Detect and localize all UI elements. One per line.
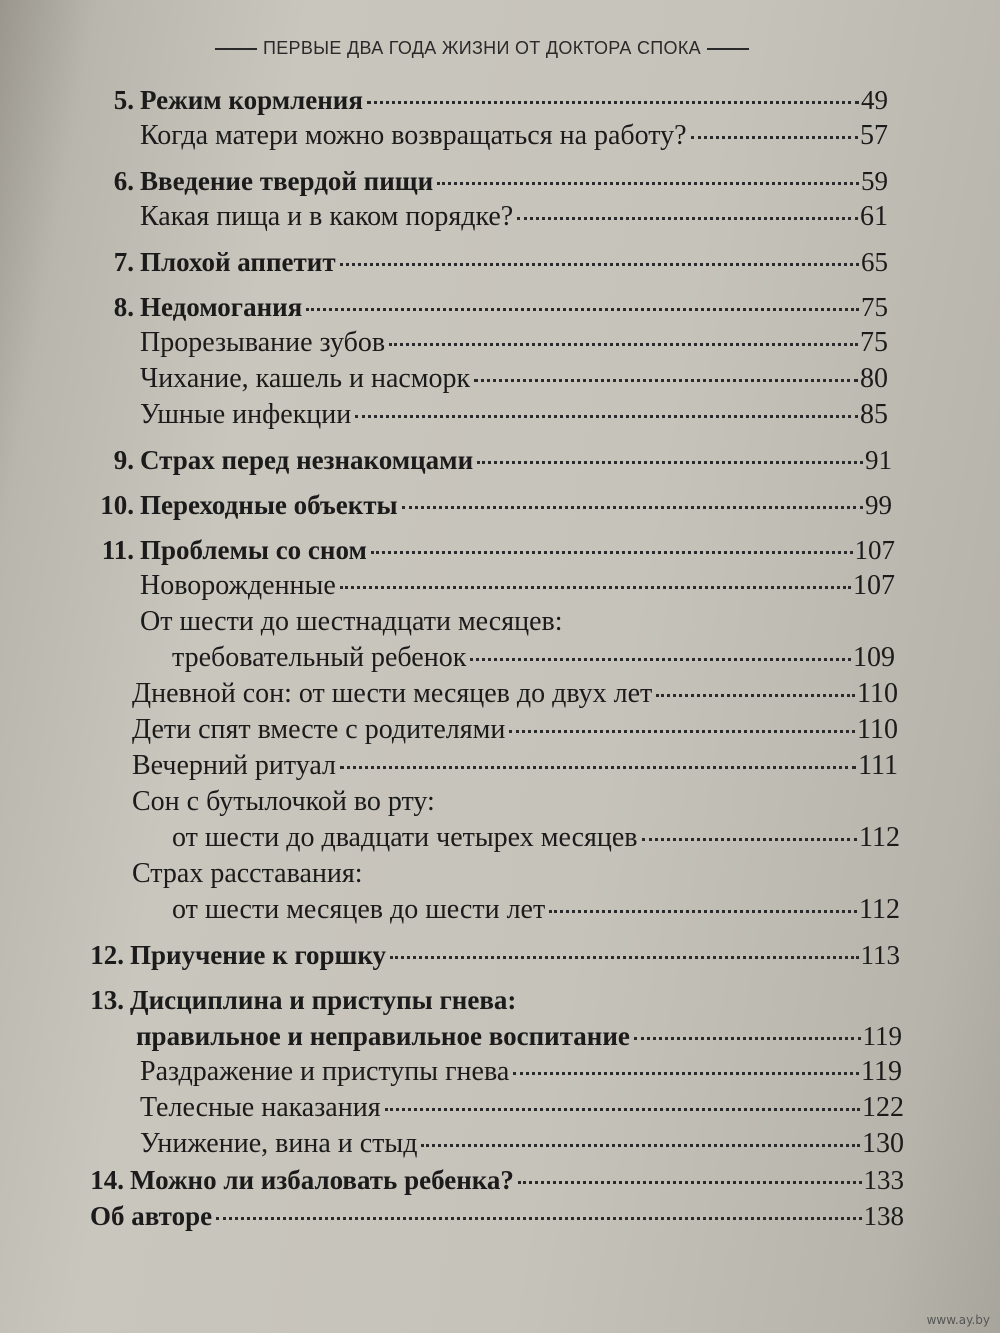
page-number: 111 [858,750,898,781]
section-title: Какая пища и в каком порядке? [140,201,514,232]
chapter-number: 5. [113,85,134,115]
toc-entry-chapter-13-line1 [0,982,1000,1018]
chapter-number: 12. [90,940,124,970]
page-number: 91 [865,445,892,475]
page-number: 107 [853,570,895,601]
section-title: Ушные инфекции [140,399,352,430]
toc-entry-chapter-13-line2 [0,1018,1000,1054]
section-title-continued: требовательный ребенок [172,642,467,673]
leader-dots [437,182,859,185]
chapter-title: Страх перед незнакомцами [140,445,474,475]
leader-dots [656,694,855,697]
chapter-title: Приучение к горшку [130,940,387,970]
chapter-title: Можно ли избаловать ребенка? [130,1165,514,1195]
page-number: 130 [862,1128,904,1159]
page-number: 61 [860,201,888,232]
leader-dots [367,101,859,104]
toc-entry-section [0,676,1000,712]
toc-entry-section [0,361,1000,397]
toc-entry-section-line1 [0,604,1000,640]
section-title: От шести до шестнадцати месяцев: [140,606,563,637]
page-number: 119 [862,1021,902,1051]
leader-dots [389,343,858,346]
section-title: Унижение, вина и стыд [140,1128,418,1159]
toc-entry-section [0,325,1000,361]
page-number: 109 [853,642,895,673]
leader-dots [518,1181,862,1184]
leader-dots [477,461,863,464]
chapter-title: Недомогания [140,292,303,322]
chapter-number: 14. [90,1165,124,1195]
page-number: 112 [859,822,900,853]
page-number: 113 [860,940,900,970]
page-number: 80 [860,363,888,394]
page-number: 85 [860,399,888,430]
leader-dots [340,586,851,589]
leader-dots [402,506,863,509]
toc-entry-section [0,1090,1000,1126]
toc-entry-chapter-12 [0,937,1000,973]
page-number: 59 [861,166,888,196]
toc-entry-section [0,1054,1000,1090]
leader-dots [517,217,858,220]
leader-dots [371,551,853,554]
leader-dots [216,1217,861,1220]
chapter-number: 10. [100,490,134,520]
toc-entry-section-line2 [0,892,1000,928]
page-number: 57 [860,120,888,151]
section-title: Когда матери можно возвращаться на работу? [140,120,687,151]
toc-entry-section-line1 [0,784,1000,820]
about-author-title: Об авторе [90,1201,213,1231]
section-title: Раздражение и приступы гнева [140,1056,510,1087]
leader-dots [474,379,858,382]
leader-dots [470,658,851,661]
page-number: 138 [863,1201,904,1231]
leader-dots [340,766,856,769]
leader-dots [691,136,858,139]
toc-entry-about-author [0,1198,1000,1234]
page-number: 49 [861,85,888,115]
chapter-number: 9. [113,445,134,475]
toc-entry-chapter-7 [0,244,1000,280]
section-title: Прорезывание зубов [140,327,386,358]
leader-dots [385,1108,860,1111]
chapter-number: 8. [113,292,134,322]
page-number: 75 [860,327,888,358]
toc-entry-chapter-9 [0,442,1000,478]
toc-entry-chapter-11 [0,532,1000,568]
toc-entry-section [0,748,1000,784]
toc-entry-section-line1 [0,856,1000,892]
toc-entry-section [0,118,1000,154]
section-title-continued: от шести до двадцати четырех месяцев [172,822,638,853]
leader-dots [634,1037,861,1040]
toc-entry-chapter-5 [0,82,1000,118]
leader-dots [549,910,857,913]
chapter-number: 6. [113,166,134,196]
leader-dots [421,1144,860,1147]
page-number: 112 [859,894,900,925]
section-title: Новорожденные [140,570,336,601]
chapter-number: 13. [90,985,124,1015]
header-rule-right [707,48,749,50]
section-title: Телесные наказания [140,1092,381,1123]
page-number: 75 [861,292,888,322]
page-number: 110 [857,714,898,745]
page-number: 107 [854,535,895,565]
page-number: 119 [861,1056,902,1087]
leader-dots [513,1072,859,1075]
page-number: 65 [861,247,888,277]
chapter-title: Проблемы со сном [140,535,367,565]
page-number: 133 [863,1165,904,1195]
toc-entry-section-line2 [0,820,1000,856]
section-title-continued: от шести месяцев до шести лет [172,894,546,925]
chapter-title: Плохой аппетит [140,247,336,277]
chapter-title: Дисциплина и приступы гнева: [130,985,517,1015]
toc-entry-section [0,1126,1000,1162]
header-title: ПЕРВЫЕ ДВА ГОДА ЖИЗНИ ОТ ДОКТОРА СПОКА [263,38,701,58]
leader-dots [306,308,859,311]
toc-entry-chapter-8 [0,289,1000,325]
toc-entry-section [0,199,1000,235]
chapter-title-continued: правильное и неправильное воспитание [136,1021,630,1051]
leader-dots [390,956,858,959]
page-number: 110 [857,678,898,709]
toc-entry-section [0,568,1000,604]
leader-dots [355,415,858,418]
page-number: 122 [862,1092,904,1123]
leader-dots [642,838,858,841]
toc-entry-chapter-14 [0,1162,1000,1198]
leader-dots [509,730,855,733]
chapter-number: 11. [101,535,134,565]
chapter-number: 7. [113,247,134,277]
chapter-title: Режим кормления [140,85,363,115]
running-header [215,38,775,59]
section-title: Страх расставания: [132,858,363,889]
section-title: Чихание, кашель и насморк [140,363,471,394]
chapter-title: Переходные объекты [140,490,398,520]
toc-entry-chapter-10 [0,487,1000,523]
section-title: Сон с бутылочкой во рту: [132,786,435,817]
leader-dots [340,263,859,266]
section-title: Вечерний ритуал [132,750,336,781]
toc-entry-section-line2 [0,640,1000,676]
section-title: Дневной сон: от шести месяцев до двух лет [132,678,653,709]
toc-entry-section [0,397,1000,433]
chapter-title: Введение твердой пищи [140,166,434,196]
toc-entry-section [0,712,1000,748]
section-title: Дети спят вместе с родителями [132,714,506,745]
page-number: 99 [865,490,892,520]
table-of-contents [0,82,1000,1234]
toc-entry-chapter-6 [0,163,1000,199]
header-rule-left [215,48,257,50]
site-watermark: www.ay.by [926,1313,990,1327]
